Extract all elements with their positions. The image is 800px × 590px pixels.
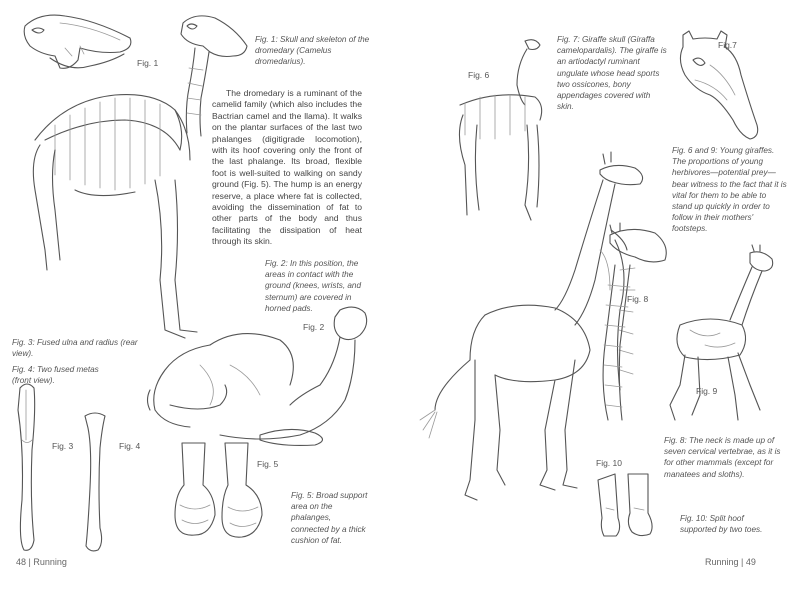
fig4-caption: Fig. 4: Two fused metas (front view). — [12, 365, 99, 386]
fig3-label: Fig. 3 — [52, 441, 74, 451]
left-page-footer: 48 | Running — [16, 557, 67, 567]
fig5-caption: Fig. 5: Broad support area on the phalanges, connected by a thick cushion of fat. — [291, 491, 368, 545]
fig1-label: Fig. 1 — [137, 58, 159, 68]
fig8-label: Fig. 8 — [627, 294, 649, 304]
camel-feet-illustration — [170, 435, 270, 550]
body-paragraph: The dromedary is a ruminant of the camelid family (which also includes the Bactrian camel and the llama). It walks on the plantar surfaces of the last two phalanges (digitigrade locomotion), with its hoof covering only the front of the last phalange. Its broad, flexible foot is well-suited to walking on sandy ground (Fig. 5). The hump is an energy reserve, a place where fat is collected, avoiding the dissemination of fat to other parts of the body and thus facilitating the dissipation of heat through its skin. — [212, 88, 362, 247]
fig10-caption: Fig. 10: Split hoof supported by two toes. — [680, 514, 763, 535]
fused-ulna-radius-illustration — [12, 380, 42, 560]
fig7-label: Fig.7 — [718, 40, 737, 50]
fig9-label: Fig. 9 — [696, 386, 718, 396]
fig2-label: Fig. 2 — [303, 322, 325, 332]
young-giraffe-illustration — [650, 245, 780, 430]
fig1-caption: Fig. 1: Skull and skeleton of the dromedary (Camelus dromedarius). — [255, 35, 370, 67]
fig3-caption: Fig. 3: Fused ulna and radius (rear view). — [12, 338, 138, 359]
split-hoof-illustration — [590, 468, 660, 543]
fig8-caption: Fig. 8: The neck is made up of seven cervical vertebrae, as it is for other mammals (except for manatees and sloths). — [664, 436, 781, 479]
fig2-caption: Fig. 2: In this position, the areas in contact with the ground (knees, wrists, and sternum) are covered in horned pads. — [265, 259, 362, 313]
fig10-label: Fig. 10 — [596, 458, 622, 468]
dromedary-skull-illustration — [20, 8, 140, 83]
fused-metas-illustration — [80, 408, 110, 558]
lying-camel-illustration — [140, 295, 380, 455]
fig6-9-caption: Fig. 6 and 9: Young giraffes. The proportions of young herbivores—potential prey—bear witness to the fact that it is vital for them to be able to stand up quickly in order to follow in their mothers' footsteps. — [672, 146, 787, 234]
fig7-caption: Fig. 7: Giraffe skull (Giraffa camelopardalis). The giraffe is an artiodactyl ruminant ungulate whose head sports two ossicones, bony appendages covered with skin. — [557, 35, 667, 112]
fig4-label: Fig. 4 — [119, 441, 141, 451]
right-page-footer: Running | 49 — [705, 557, 756, 567]
fig6-label: Fig. 6 — [468, 70, 490, 80]
fig5-label: Fig. 5 — [257, 459, 279, 469]
